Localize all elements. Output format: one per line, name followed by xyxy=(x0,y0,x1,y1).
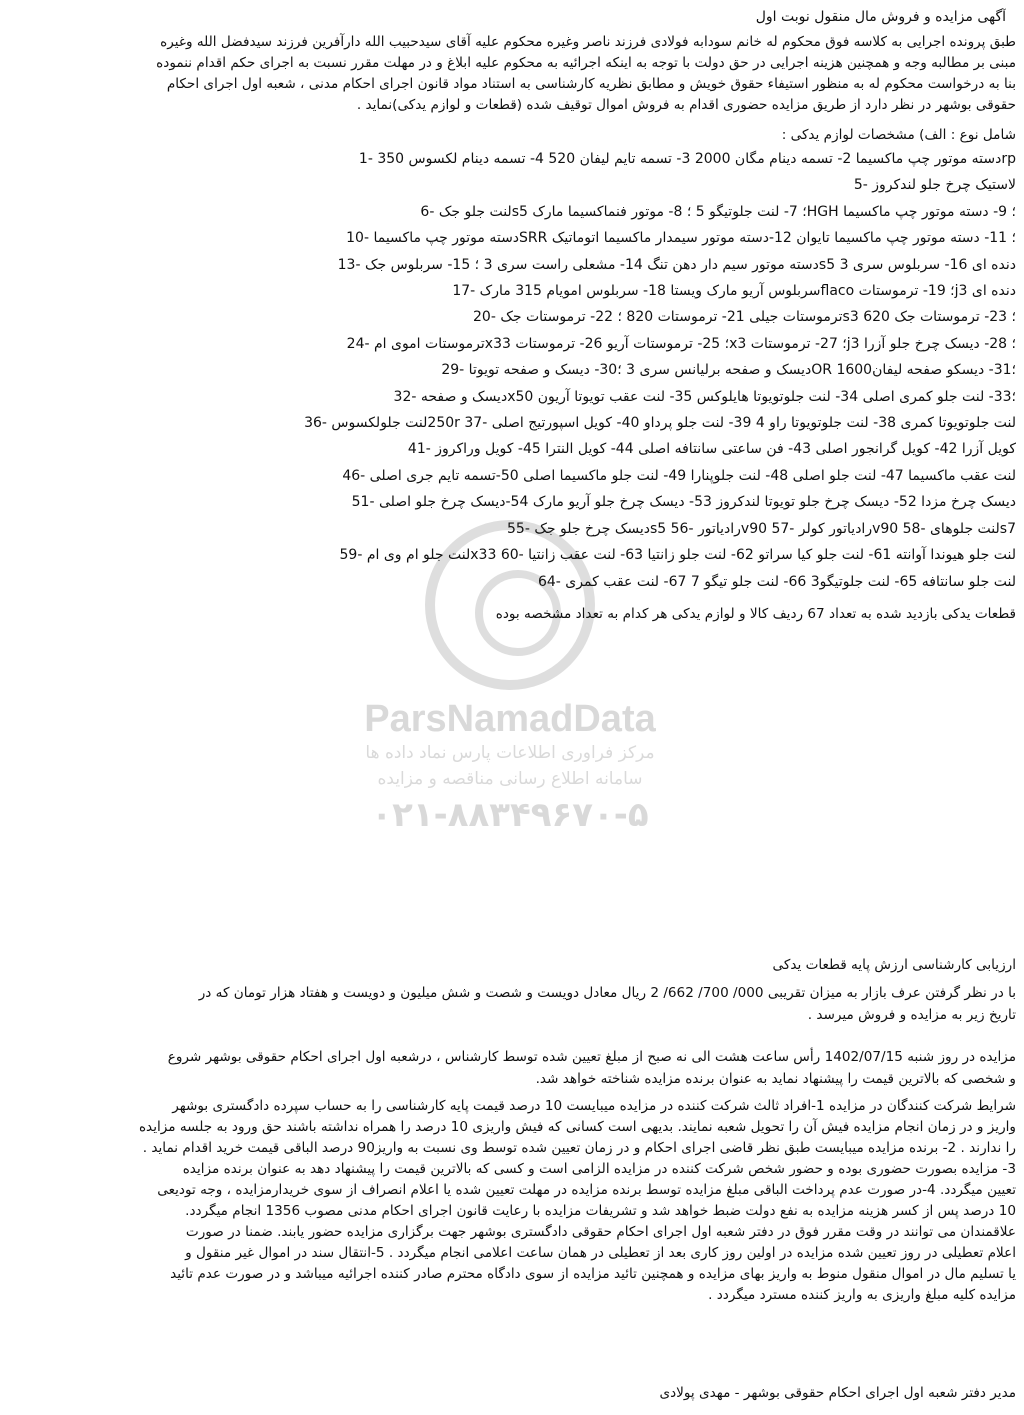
item-line: لاستیک چرخ جلو لندکروز -5 xyxy=(853,177,1016,194)
notice-title: آگهی مزایده و فروش مال منقول نوبت اول xyxy=(755,9,1006,25)
intro-paragraph xyxy=(8,32,1016,116)
valuation-heading: ارزیابی کارشناسی ارزش پایه قطعات یدکی xyxy=(772,957,1016,973)
intro-line: طبق پرونده اجرایی به کلاسه فوق محکوم له خانم سودابه فولادی فرزند ناصر وغیره محکوم علیه آقای سیدحبیب الله دارآفرین فرزند سیدفضل الله وغیره xyxy=(160,34,1016,50)
item-line: ؛33- لنت جلو کمری اصلی 34- لنت جلوتویوتا هایلوکس 35- لنت عقب تویوتا آریون x50دیسک و صفحه -32 xyxy=(393,388,1016,405)
item-line: دیسک چرخ مزدا 52- دیسک چرخ جلو تویوتا لندکروز 53- دیسک چرخ جلو آریو مارک 54-دیسک چرخ جلو اصلی -51 xyxy=(351,494,1016,511)
conditions-line: مزایده کلیه مبلغ واریزی به واریز کننده مسترد میگردد . xyxy=(708,1287,1016,1303)
item-line: لنت جلو هیوندا آوانته 61- لنت جلو کیا سراتو 62- لنت جلو زانتیا 63- لنت عقب زانتیا -60 x33لنت جلو ام وی ام -59 xyxy=(339,547,1016,564)
includes-heading: شامل نوع : الف) مشخصات لوازم یدکی : xyxy=(781,127,1016,143)
intro-line: حقوقی بوشهر در نظر دارد از طریق مزایده حضوری اقدام به فروش اموال توقیف شده (قطعات و لوازم یدکی)نماید . xyxy=(356,97,1016,113)
item-line: لنت جلوتویوتا کمری 38- لنت جلوتویوتا راو 4 39- لنت جلو پرداو 40- کویل اسپورتیج اصلی -37 250rلنت جلولکسوس -36 xyxy=(304,415,1016,432)
item-line: لنت عقب ماکسیما 47- لنت جلو اصلی 48- لنت جلوپنارا 49- لنت جلو ماکسیما اصلی 50-تسمه تایم جری اصلی -46 xyxy=(342,467,1016,484)
items-list xyxy=(8,146,1016,595)
conditions-line: واریز و در زمان انجام مزایده فیش آن را تحویل شعبه نمایند. بدیهی است کسانی که فیش واریزی 10 درصد را همراه نداشته باشند حق ورود به جلسه مزایده xyxy=(138,1119,1016,1135)
auction-line: و شخصی که بالاترین قیمت را پیشنهاد نماید به عنوان برنده مزایده شناخته خواهد شد. xyxy=(535,1071,1016,1087)
conditions-line: یا تسلیم مال در اموال منقول منوط به واریز بهای مزایده و همچنین تائید مزایده از سوی دادگاه محترم صادر کننده اجرائیه میباشد و در صورت عدم تائید xyxy=(170,1266,1016,1282)
conditions-line: تعیین میگردد. 4-در صورت عدم پرداخت الباقی مبلغ مزایده توسط برنده مزایده در مهلت تعیین شده یا اعلام انصراف از سوی خریدارمزایده ، وجه تودیعی xyxy=(157,1182,1016,1198)
intro-line: بنا به درخواست محکوم له به منظور استیفاء حقوق خویش و مطابق نظریه کارشناسی به استناد مواد قانون اجرای احکام مدنی ، شعبه اول اجرای احکام xyxy=(166,76,1016,92)
conditions-line: علاقمندان می توانند در وقت مقرر فوق در دفتر شعبه اول اجرای احکام حقوقی دادگستری بوشهر جهت برگزاری مزایده حضور یابند. ضمنا در صورت xyxy=(185,1224,1016,1240)
item-line: ؛31- دیسکو صفحه لیفان1600 ORدیسک و صفحه برلیانس سری 3 ؛30- دیسک و صفحه تویوتا -29 xyxy=(441,362,1016,379)
conditions-line: 10 درصد پس از کسر هزینه مزایده به نفع دولت ضبط خواهد شد و تشریفات مزایده با رعایت قانون اجرای احکام مدنی مصوب 1356 انجام میگردد. xyxy=(185,1203,1016,1219)
watermark-subtitle: مرکز فراوری اطلاعات پارس نماد داده ها xyxy=(365,743,655,763)
item-line: ؛ 9- دسته موتور چپ ماکسیما HGH؛ 7- لنت جلوتیگو 5 ؛ 8- موتور فنماکسیما مارک s5لنت جلو جک -6 xyxy=(420,203,1016,220)
conditions-line: شرایط شرکت کنندگان در مزایده 1-افراد ثالث شرکت کننده در مزایده میبایست 10 درصد قیمت پایه کارشناسی را به حساب سپرده دادگستری بوشهر xyxy=(172,1098,1016,1114)
watermark-subtitle2: سامانه اطلاع رسانی مناقصه و مزایده xyxy=(377,769,643,789)
valuation-line: تاریخ زیر به مزایده و فروش میرسد . xyxy=(807,1007,1016,1023)
item-line: کویل آزرا 42- کویل گرانجور اصلی 43- فن ساعتی سانتافه اصلی 44- کویل النترا 45- کویل وراکروز -41 xyxy=(407,441,1016,458)
item-line: ؛ 28- دیسک چرخ جلو آزرا j3؛ 27- ترموستات x3؛ 25- ترموستات آریو 26- ترموستات x33ترموستات اموی ام -24 xyxy=(346,335,1016,352)
valuation-line: با در نظر گرفتن عرف بازار به میزان تقریبی 000/ 700/ 662/ 2 ریال معادل دویست و شصت و شش میلیون و دویست و هفتاد هزار تومان که در xyxy=(198,985,1016,1001)
item-line: دنده ای 16- سربلوس سری 3 s5دسته موتور سیم دار دهن تنگ 14- مشعلی راست سری 3 ؛ 15- سربلوس جک -13 xyxy=(337,256,1016,273)
conditions-line: را ندارند . 2- برنده مزایده میبایست طبق نظر قاضی اجرای احکام و در زمان تعیین شده توسط وی نسبت به واریز90 درصد الباقی قیمت خرید اقدام نماید . xyxy=(142,1140,1016,1156)
item-line: لنت جلو سانتافه 65- لنت جلوتیگو3 66- لنت جلو تیگو 7 67- لنت عقب کمری -64 xyxy=(537,573,1016,590)
signature-line: مدیر دفتر شعبه اول اجرای احکام حقوقی بوشهر - مهدی پولادی xyxy=(659,1385,1016,1401)
item-line: ؛ 23- ترموستات جک 620 s3ترموستات جیلی 21- ترموستات 820 ؛ 22- ترموستات جک -20 xyxy=(472,309,1016,326)
conditions-line: 3- مزایده بصورت حضوری بوده و حضور شخص شرکت کننده در مزایده الزامی است و کسی که بالاترین قیمت را پیشنهاد دهد به عنوان برنده مزایده xyxy=(182,1161,1016,1177)
watermark-phone: ۰۲۱-۸۸۳۴۹۶۷۰-۵ xyxy=(371,795,649,835)
parts-summary: قطعات یدکی بازدید شده به تعداد 67 ردیف کالا و لوازم یدکی هر کدام به تعداد مشخصه بوده xyxy=(495,605,1016,622)
item-line: rpدسته موتور چپ ماکسیما 2- تسمه دینام مگان 2000 3- تسمه تایم لیفان 520 4- تسمه دینام لکسوس 350 -1 xyxy=(358,151,1016,167)
auction-line: مزایده در روز شنبه 1402/07/15 رأس ساعت هشت الی نه صبح از مبلغ تعیین شده توسط کارشناس ، درشعبه اول اجرای احکام حقوقی بوشهر شروع xyxy=(167,1049,1016,1065)
auction-section xyxy=(8,1046,1016,1090)
item-line: s7لنت جلوهای -58 v90رادیاتور کولر -57 v90رادیاتور -56 s5دیسک چرخ جلو جک -55 xyxy=(507,520,1016,537)
notice-document xyxy=(8,6,1016,1406)
intro-line: مبنی بر مطالبه وجه و همچنین هزینه اجرایی در حق دولت با توجه به اینکه اجرائیه به محکوم علیه ابلاغ و در مهلت مقرر نسبت به اجرای حکم اقدام ننموده xyxy=(156,55,1016,71)
watermark-brand: ParsNamadData xyxy=(364,698,656,740)
conditions-section xyxy=(8,1096,1016,1306)
conditions-line: اعلام تعطیلی در روز تعیین شده مزایده در اولین روز کاری بعد از تعطیلی در همان ساعت اعلامی انجام میگردد . 5-انتقال سند در اموال غیر منقول و xyxy=(185,1245,1016,1261)
item-line: دنده ای j3؛ 19- ترموستات flacoسربلوس آریو مارک ویستا 18- سربلوس امویام 315 مارک -17 xyxy=(452,283,1016,300)
valuation-section xyxy=(8,954,1016,1026)
item-line: ؛ 11- دسته موتور چپ ماکسیما تایوان 12-دسته موتور سیمدار ماکسیما اتوماتیک SRRدسته موتور چپ ماکسیما -10 xyxy=(346,230,1016,247)
